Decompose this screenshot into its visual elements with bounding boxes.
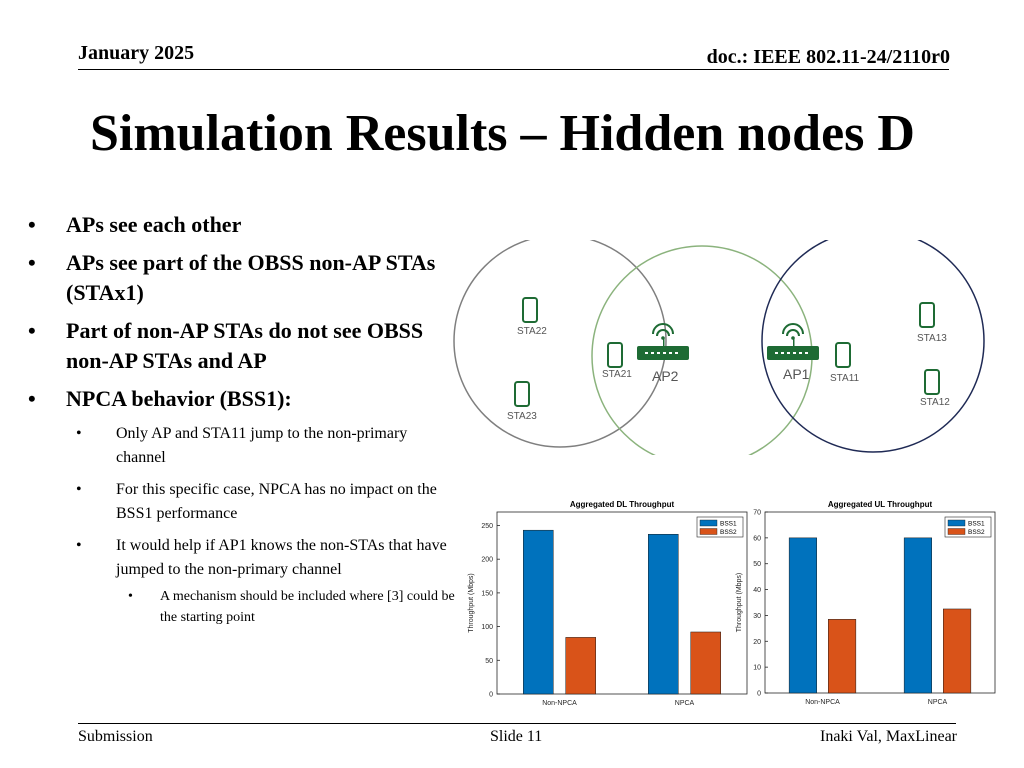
legend-swatch-bss2 — [700, 529, 717, 535]
bar-bss2-non-npca — [828, 619, 856, 693]
bullet-item: • APs see part of the OBSS non-AP STAs (STAx1) — [28, 250, 436, 305]
y-tick-label: 20 — [753, 638, 761, 646]
y-tick-label: 50 — [753, 561, 761, 569]
y-axis-label: Throughput (Mbps) — [468, 573, 475, 633]
footer-divider — [78, 723, 956, 724]
bar-bss2-npca — [691, 632, 721, 694]
phone-icon — [920, 303, 934, 327]
y-tick-label: 0 — [757, 690, 761, 698]
y-axis-label: Throughput (Mbps) — [736, 572, 743, 633]
dl-throughput-chart — [462, 494, 752, 710]
y-tick-label: 60 — [753, 535, 761, 543]
sub-bullet-item: • Only AP and STA11 jump to the non-primary channel — [76, 425, 408, 466]
bullet-item: • Part of non-AP STAs do not see OBSS non-AP STAs and AP — [28, 318, 424, 373]
sub-bullet-item: • It would help if AP1 knows the non-STAs that have jumped to the non-primary channel — [76, 537, 447, 578]
bullet-text: APs see part of the OBSS non-AP STAs (STAx1) — [66, 250, 436, 305]
sub-bullet-text: It would help if AP1 knows the non-STAs that have jumped to the non-primary channel — [116, 537, 447, 578]
sub-bullet-item: • For this specific case, NPCA has no impact on the BSS1 performance — [76, 481, 437, 522]
y-tick-label: 50 — [485, 657, 493, 665]
y-tick-label: 30 — [753, 612, 761, 620]
bar-bss1-non-npca — [523, 530, 553, 694]
phone-icon — [836, 343, 850, 367]
x-tick-label: Non-NPCA — [805, 699, 840, 706]
legend-label-bss2: BSS2 — [968, 529, 985, 536]
x-tick-label: Non-NPCA — [542, 700, 577, 707]
phone-icon — [515, 382, 529, 406]
bullet-text: Part of non-AP STAs do not see OBSS non-AP STAs and AP — [66, 318, 424, 373]
legend-label-bss1: BSS1 — [968, 520, 985, 528]
ap2-label: AP2 — [652, 368, 679, 384]
ul-throughput-chart — [732, 494, 1002, 710]
phone-icon — [608, 343, 622, 367]
bullet-text: APs see each other — [66, 212, 242, 237]
bullet-text: NPCA behavior (BSS1): — [66, 386, 292, 411]
y-tick-label: 0 — [489, 691, 493, 699]
header-date: January 2025 — [78, 42, 195, 64]
footer-slide-number: Slide 11 — [490, 728, 543, 745]
sta11-label: STA11 — [830, 373, 860, 384]
network-diagram — [440, 240, 1000, 455]
x-tick-label: NPCA — [674, 700, 695, 707]
y-tick-label: 150 — [481, 590, 493, 598]
y-tick-label: 100 — [481, 624, 493, 632]
bar-bss1-non-npca — [789, 538, 817, 693]
ap1-label: AP1 — [783, 366, 810, 382]
y-tick-label: 10 — [753, 664, 761, 672]
bar-bss1-npca — [904, 538, 932, 693]
legend-label-bss1: BSS1 — [720, 520, 737, 528]
legend-swatch-bss1 — [948, 520, 965, 526]
bss2-coverage-circle — [454, 240, 666, 447]
sub-sub-bullet-text: A mechanism should be included where [3] could be the starting point — [160, 589, 455, 625]
footer-submission: Submission — [78, 728, 153, 745]
bullet-list — [28, 210, 458, 628]
bar-bss1-npca — [648, 534, 678, 694]
legend-swatch-bss1 — [700, 520, 717, 526]
header-doc-id: doc.: IEEE 802.11-24/2110r0 — [706, 46, 950, 68]
bullet-item: • APs see each other — [28, 212, 242, 237]
legend-swatch-bss2 — [948, 529, 965, 535]
phone-icon — [925, 370, 939, 394]
sta21-label: STA21 — [602, 369, 632, 380]
header-divider — [78, 69, 949, 70]
sta12-label: STA12 — [920, 397, 950, 408]
sub-sub-bullet-item: • A mechanism should be included where [3] could be the starting point — [128, 589, 455, 625]
slide-title: Simulation Results – Hidden nodes D — [90, 105, 915, 162]
sub-bullet-text: For this specific case, NPCA has no impact on the BSS1 performance — [116, 481, 437, 522]
y-tick-label: 200 — [481, 556, 493, 564]
y-tick-label: 70 — [753, 509, 761, 517]
phone-icon — [523, 298, 537, 322]
chart-title: Aggregated DL Throughput — [569, 500, 675, 509]
sta22-label: STA22 — [517, 326, 547, 337]
footer-author: Inaki Val, MaxLinear — [820, 728, 957, 745]
chart-title: Aggregated UL Throughput — [827, 500, 933, 509]
legend-label-bss2: BSS2 — [720, 529, 737, 536]
y-tick-label: 250 — [481, 522, 493, 530]
y-tick-label: 40 — [753, 587, 761, 595]
bar-bss2-npca — [943, 609, 971, 693]
router-icon — [637, 324, 689, 360]
bullet-item: • NPCA behavior (BSS1): — [28, 386, 292, 411]
sta23-label: STA23 — [507, 411, 537, 422]
sta13-label: STA13 — [917, 333, 947, 344]
sub-bullet-text: Only AP and STA11 jump to the non-primary channel — [116, 425, 408, 466]
bar-bss2-non-npca — [566, 637, 596, 694]
x-tick-label: NPCA — [927, 699, 948, 706]
